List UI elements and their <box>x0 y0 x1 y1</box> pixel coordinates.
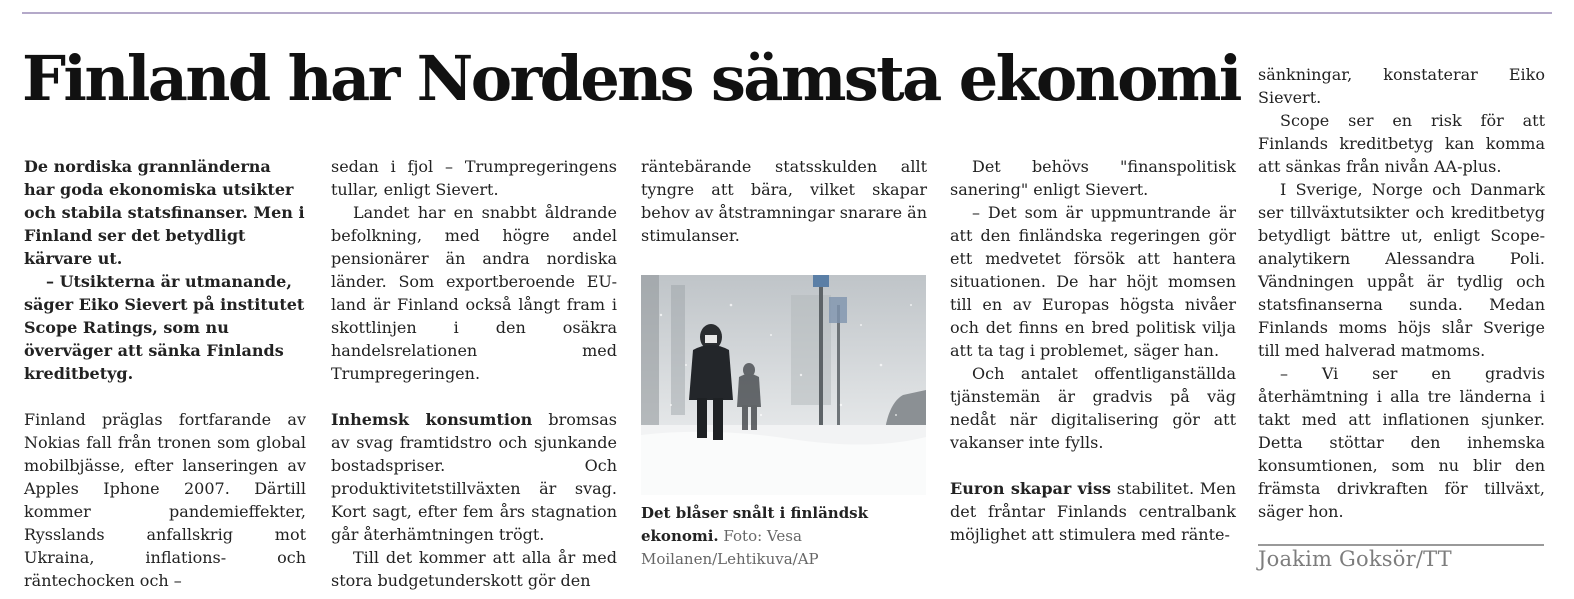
body-paragraph: Landet har en snabbt åldrande befolkning, med högre andel pensionärer än andra nordiska länder. Som exportberoende EU-land är Finland också långt fram i skottlinjen i den osäkra handelsrelationen med Trumpregeringen. <box>331 203 617 383</box>
column-4 <box>950 155 1236 546</box>
column-1 <box>24 155 306 592</box>
subhead-continuation: stabilitet. Men det fråntar Finlands centralbank möjlighet att stimulera med ränte- <box>950 479 1236 544</box>
body-paragraph: sänkningar, konstaterar Eiko Sievert. <box>1258 65 1545 107</box>
photo-caption <box>641 502 927 571</box>
snowstorm-illustration <box>641 275 926 495</box>
byline: Joakim Goksör/TT <box>1258 547 1452 571</box>
byline-rule <box>1258 544 1544 546</box>
body-paragraph: Scope ser en risk för att Finlands kreditbetyg kan komma att sänkas från nivån AA-plus. <box>1258 111 1545 176</box>
body-paragraph: räntebärande statsskulden allt tyngre att bära, vilket skapar behov av åtstramningar snarare än stimulanser. <box>641 157 927 245</box>
subhead: Euron skapar viss <box>950 479 1112 498</box>
column-2 <box>331 155 617 592</box>
headline: Finland har Nordens sämsta ekonomi <box>22 42 1240 115</box>
photo-credit: Foto: Vesa Moilanen/Lehtikuva/AP <box>641 527 819 568</box>
lead-text-1: De nordiska grannländerna har goda ekonomiska utsikter och stabila statsfinanser. Men i Finland ser det betydligt kärvare ut. <box>24 157 305 268</box>
lead-text-2: – Utsikterna är utmanande, säger Eiko Sievert på institutet Scope Ratings, som nu överväger att sänka Finlands kreditbetyg. <box>24 272 305 383</box>
caption-text: Det blåser snålt i finländsk ekonomi. <box>641 504 869 545</box>
body-paragraph: Finland präglas fortfarande av Nokias fall från tronen som global mobilbjässe, efter lanseringen av Apples Iphone 2007. Därtill kommer pandemieffekter, Rysslands anfallskrig mot Ukraina, inflations- och räntechocken och – <box>24 410 306 590</box>
body-paragraph: Det behövs "finanspolitisk sanering" enligt Sievert. <box>950 157 1236 199</box>
subhead: Inhemsk konsumtion <box>331 410 533 429</box>
column-3 <box>641 155 927 247</box>
body-paragraph: Till det kommer att alla år med stora budgetunderskott gör den <box>331 548 617 590</box>
photo-snowstorm <box>641 275 926 495</box>
body-paragraph: – Vi ser en gradvis återhämtning i alla tre länderna i takt med att inflationen sjunker. Detta stöttar den inhemska konsumtionen, som nu blir den främsta drivkraften för tillväxt, säger hon. <box>1258 364 1545 521</box>
body-paragraph: – Det som är uppmuntrande är att den finländska regeringen gör ett medvetet försök att hantera situationen. De har höjt momsen till en av Europas högsta nivåer och det finns en bred politisk vilja att ta tag i problemet, säger han. <box>950 203 1236 360</box>
subhead-continuation: bromsas av svag framtidstro och sjunkande bostadspriser. Och produktivitetstillväxten är svag. Kort sagt, efter fem års stagnation går återhämtningen trögt. <box>331 410 617 544</box>
body-paragraph: sedan i fjol – Trumpregeringens tullar, enligt Sievert. <box>331 157 617 199</box>
column-5 <box>1258 63 1545 523</box>
subhead-paragraph <box>331 408 617 546</box>
subhead-paragraph <box>950 477 1236 546</box>
top-rule <box>22 12 1552 14</box>
body-paragraph: Och antalet offentliganställda tjänstemän är gradvis på väg nedåt när digitalisering gör att vakanser inte fylls. <box>950 364 1236 452</box>
lead-paragraph <box>24 155 306 385</box>
body-paragraph: I Sverige, Norge och Danmark ser tillväxtutsikter och kreditbetyg betydligt bättre ut, enligt Scope-analytikern Alessandra Poli. Vändningen uppåt är tydlig och statsfinanserna sunda. Medan Finlands moms höjs slår Sverige till med halverad matmoms. <box>1258 180 1545 360</box>
